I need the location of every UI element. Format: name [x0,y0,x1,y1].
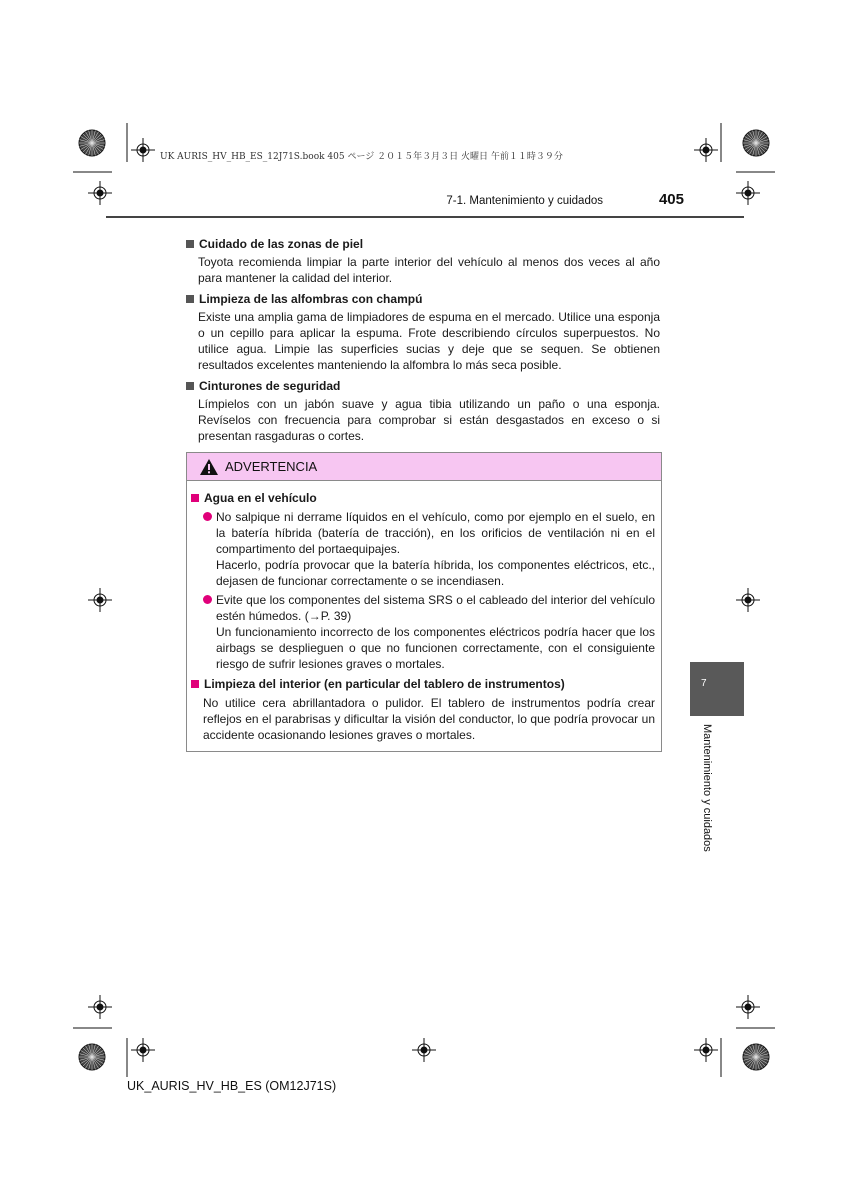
header-rule [106,216,744,218]
section-leather-care [186,236,660,286]
section-carpet-shampoo [186,291,660,373]
chapter-number: 7 [701,678,707,689]
warning-header [187,453,661,481]
page-number: 405 [658,191,684,208]
section-seat-belts [186,378,660,444]
warning-body [187,481,661,743]
running-header: 7-1. Mantenimiento y cuidados [446,195,603,207]
square-bullet-icon [186,382,194,390]
section-title: Limpieza de las alfombras con champú [186,291,660,307]
section-text: Límpielos con un jabón suave y agua tibia utilizando un paño o una esponja. Revíselos con frecuencia para comprobar si están desgastados en exceso o si presentan rasgaduras o cortes. [198,397,660,443]
square-bullet-icon [186,295,194,303]
chapter-thumb-tab [690,662,744,716]
bullet-text: No salpique ni derrame líquidos en el vehículo, como por ejemplo en el suelo, en la batería híbrida (batería de tracción), en los orificios de ventilación ni en el compartimento del portaequipajes. [216,510,655,556]
section-text: Existe una amplia gama de limpiadores de espuma en el mercado. Utilice una esponja o un cepillo para aplicar la espuma. Frote describiendo círculos superpuestos. No utilice agua. Limpie las superficies sucias y deje que se sequen. Se obtienen resultados excelentes manteniendo la alfombra lo más seca posible. [198,310,660,372]
square-bullet-icon [191,494,199,502]
section-title: Cinturones de seguridad [186,378,660,394]
round-bullet-icon [203,512,212,521]
round-bullet-icon [203,595,212,604]
square-bullet-icon [191,680,199,688]
footer-code: UK_AURIS_HV_HB_ES (OM12J71S) [127,1079,337,1093]
warning-interior-text: No utilice cera abrillantadora o pulidor. El tablero de instrumentos podría crear reflejos en el parabrisas y dificultar la visión del conductor, lo que podría provocar un accidente ocasionando lesiones graves o mortales. [203,696,655,742]
square-bullet-icon [186,240,194,248]
warning-triangle-icon [199,458,219,476]
warning-subtitle-interior: Limpieza del interior (en particular del tablero de instrumentos) [191,676,655,692]
bullet-note: Un funcionamiento incorrecto de los componentes eléctricos podría hacer que los airbags se desplieguen o que no funcionen correctamente, con el consiguiente riesgo de sufrir lesiones graves o mortales. [216,625,655,671]
section-title: Cuidado de las zonas de piel [186,236,660,252]
bullet-note: Hacerlo, podría provocar que la batería híbrida, los componentes eléctricos, etc., dejasen de funcionar correctamente o se incendiasen. [216,558,655,588]
warning-subtitle-water: Agua en el vehículo [191,490,655,506]
warning-title: ADVERTENCIA [225,459,318,474]
warning-box [186,452,662,752]
warning-bullet [203,509,655,589]
bullet-text: Evite que los componentes del sistema SRS o el cableado del interior del vehículo estén húmedos. (→P. 39) [216,593,655,623]
print-info: UK AURIS_HV_HB_ES_12J71S.book 405 ページ ２０１５年３月３日 火曜日 午前１１時３９分 [160,152,563,162]
warning-bullet [203,592,655,672]
section-text: Toyota recomienda limpiar la parte interior del vehículo al menos dos veces al año para mantener la calidad del interior. [198,255,660,285]
main-content [186,236,660,449]
chapter-side-label: Mantenimiento y cuidados [701,724,713,852]
